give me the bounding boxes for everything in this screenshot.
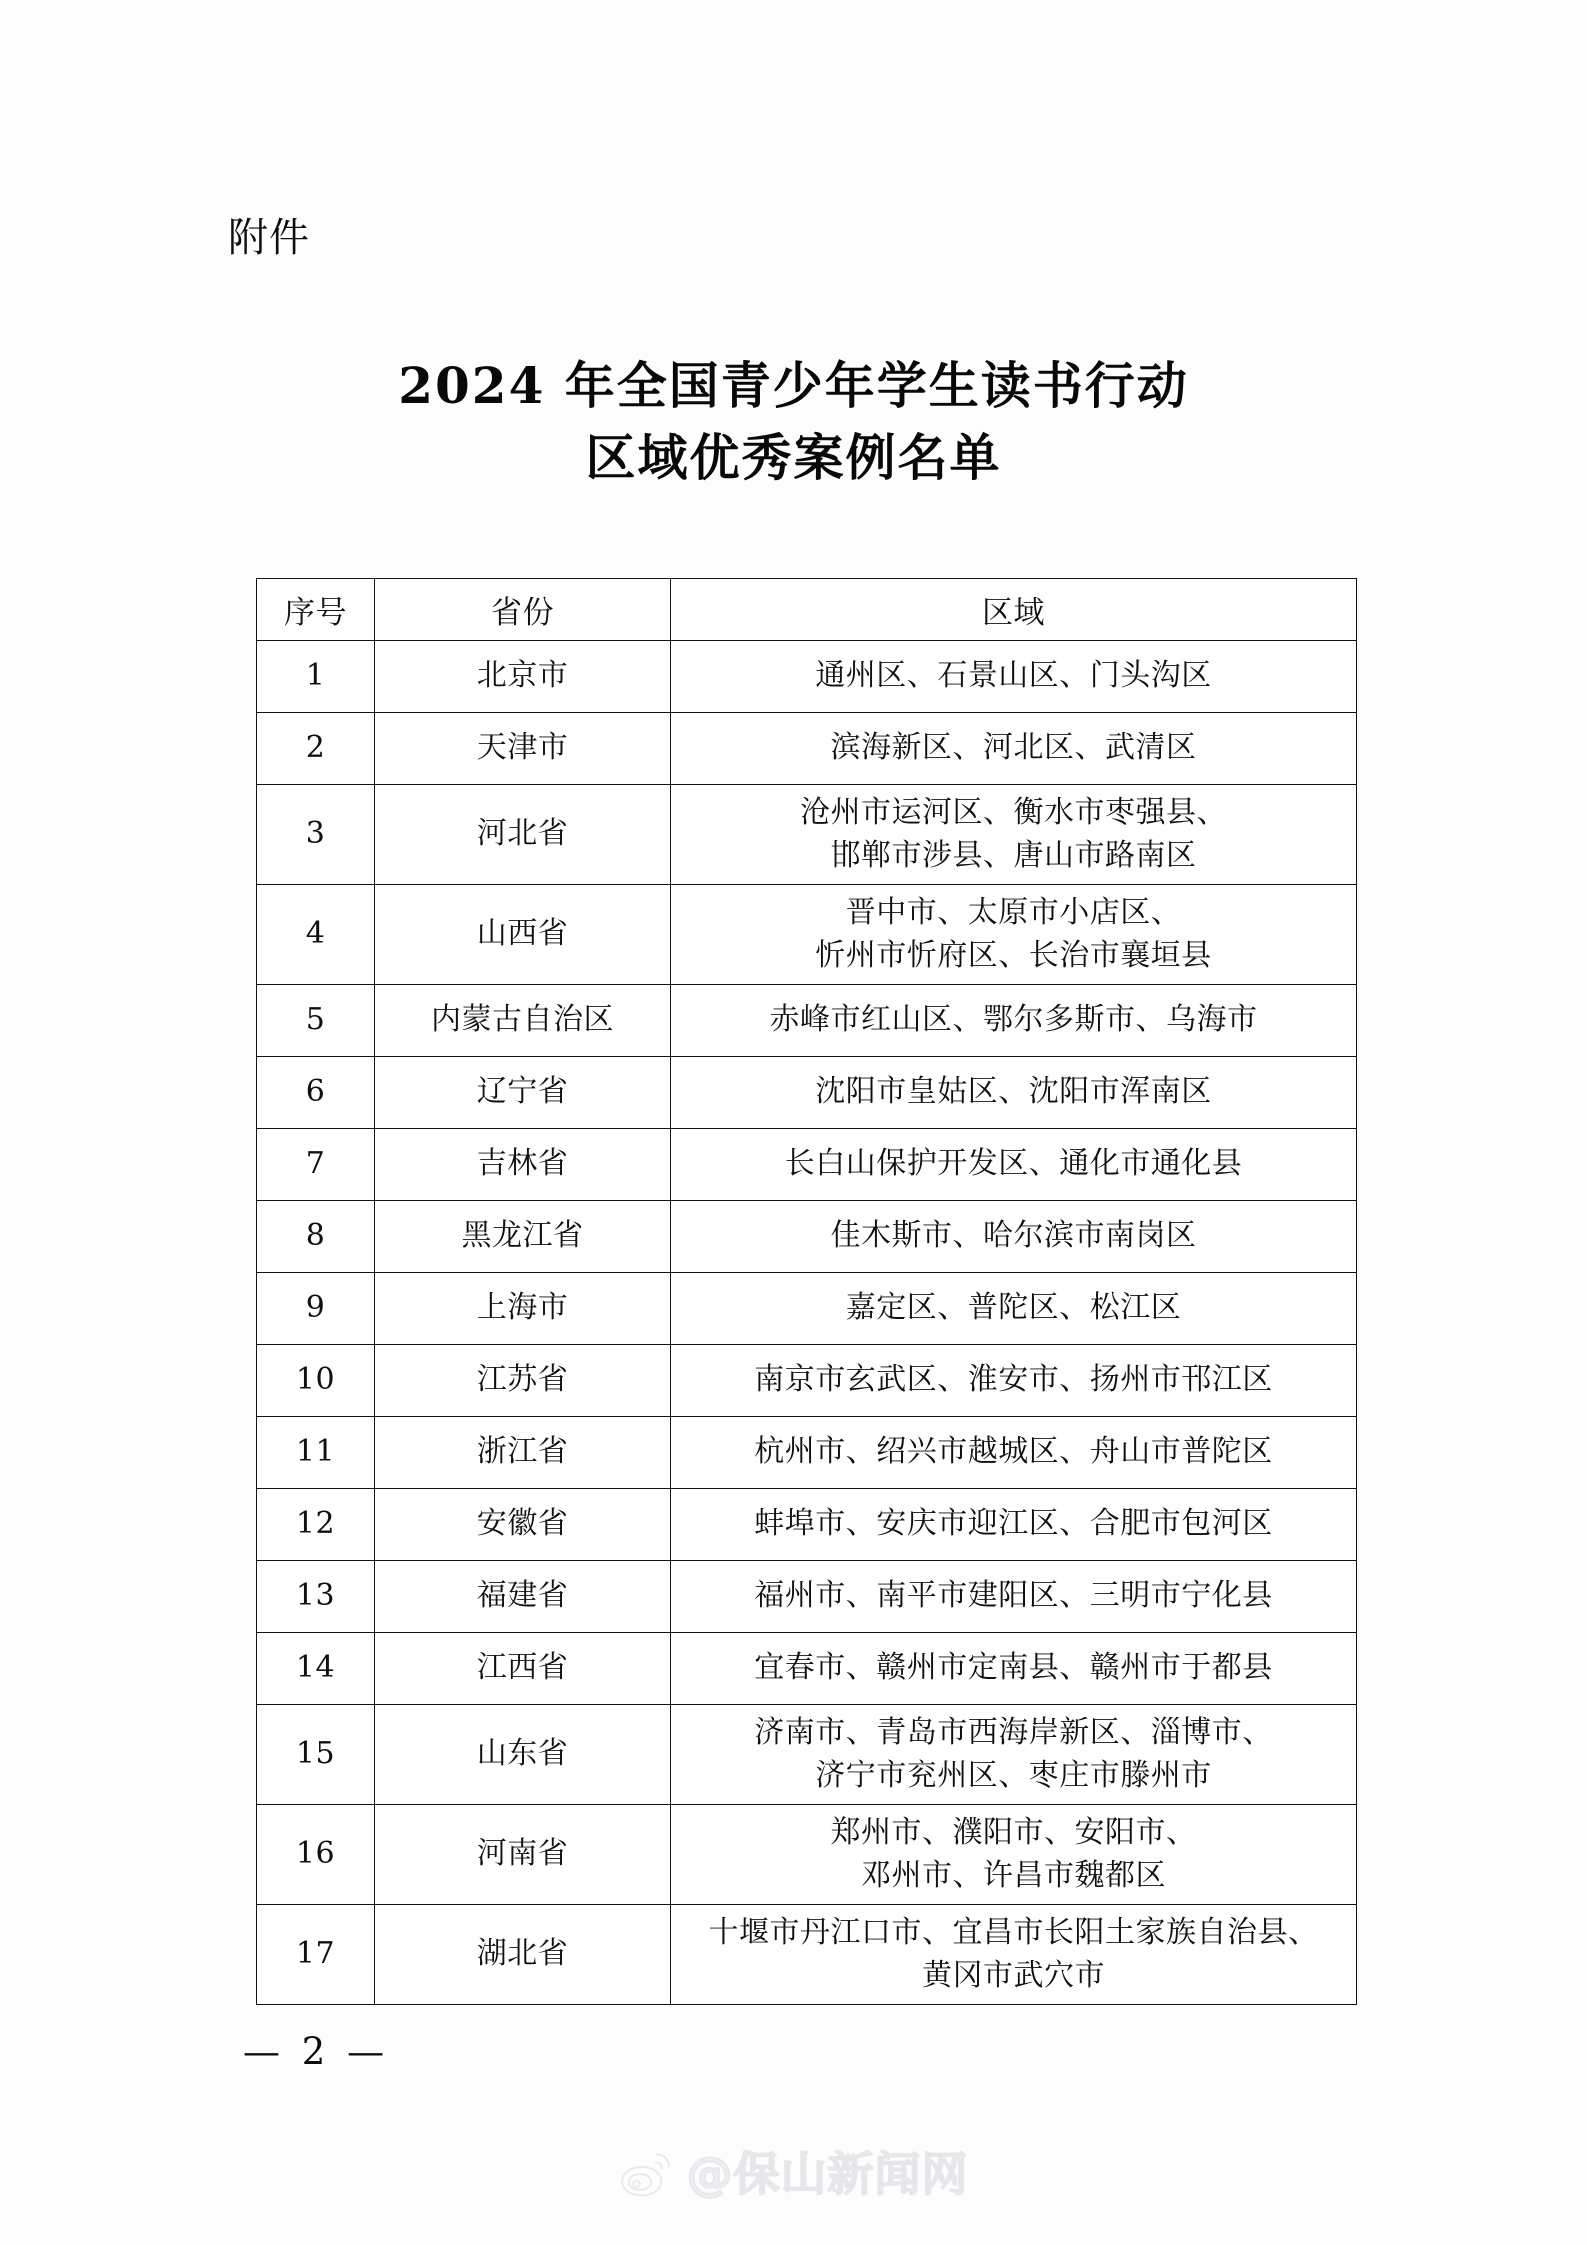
region-line: 杭州市、绍兴市越城区、舟山市普陀区 bbox=[754, 1434, 1273, 1470]
cell-region bbox=[671, 1201, 1357, 1273]
cell-index: 13 bbox=[257, 1561, 375, 1633]
cell-index: 16 bbox=[257, 1805, 375, 1905]
table-header bbox=[257, 579, 1357, 641]
cell-province: 内蒙古自治区 bbox=[375, 985, 671, 1057]
cell-region bbox=[671, 1561, 1357, 1633]
cell-region bbox=[671, 1905, 1357, 2005]
cell-region bbox=[671, 885, 1357, 985]
cell-province: 江苏省 bbox=[375, 1345, 671, 1417]
table-row bbox=[257, 1417, 1357, 1489]
region-line: 沧州市运河区、衡水市枣强县、 bbox=[800, 794, 1227, 830]
page-title bbox=[0, 352, 1587, 492]
cell-province: 黑龙江省 bbox=[375, 1201, 671, 1273]
region-line: 滨海新区、河北区、武清区 bbox=[830, 730, 1197, 766]
cell-index: 3 bbox=[257, 785, 375, 885]
table-body bbox=[257, 641, 1357, 2005]
region-line: 沈阳市皇姑区、沈阳市浑南区 bbox=[815, 1074, 1212, 1110]
table-row bbox=[257, 1057, 1357, 1129]
cell-province: 浙江省 bbox=[375, 1417, 671, 1489]
cell-region bbox=[671, 1273, 1357, 1345]
cell-province: 上海市 bbox=[375, 1273, 671, 1345]
cell-province: 山东省 bbox=[375, 1705, 671, 1805]
table-row bbox=[257, 1273, 1357, 1345]
cell-province: 湖北省 bbox=[375, 1905, 671, 2005]
table-row bbox=[257, 1345, 1357, 1417]
cell-index: 8 bbox=[257, 1201, 375, 1273]
cell-index: 6 bbox=[257, 1057, 375, 1129]
region-line: 嘉定区、普陀区、松江区 bbox=[845, 1290, 1182, 1326]
column-header-region: 区域 bbox=[671, 579, 1357, 641]
case-list-table-container bbox=[256, 578, 1356, 2005]
table-row bbox=[257, 713, 1357, 785]
cell-index: 9 bbox=[257, 1273, 375, 1345]
cell-region bbox=[671, 1489, 1357, 1561]
cell-region bbox=[671, 641, 1357, 713]
column-header-province: 省份 bbox=[375, 579, 671, 641]
cell-index: 2 bbox=[257, 713, 375, 785]
region-line: 邓州市、许昌市魏都区 bbox=[861, 1857, 1166, 1893]
cell-province: 福建省 bbox=[375, 1561, 671, 1633]
cell-index: 5 bbox=[257, 985, 375, 1057]
table-row bbox=[257, 985, 1357, 1057]
weibo-icon bbox=[619, 2149, 677, 2199]
region-line: 黄冈市武穴市 bbox=[922, 1957, 1105, 1993]
watermark-handle: @保山新闻网 bbox=[686, 2147, 969, 2201]
watermark bbox=[0, 2149, 1587, 2199]
cell-province: 吉林省 bbox=[375, 1129, 671, 1201]
region-line: 十堰市丹江口市、宜昌市长阳土家族自治县、 bbox=[708, 1914, 1319, 1950]
region-line: 南京市玄武区、淮安市、扬州市邗江区 bbox=[754, 1362, 1273, 1398]
table-row bbox=[257, 641, 1357, 713]
table-row bbox=[257, 785, 1357, 885]
region-line: 长白山保护开发区、通化市通化县 bbox=[784, 1146, 1243, 1182]
cell-province: 江西省 bbox=[375, 1633, 671, 1705]
table-row bbox=[257, 1805, 1357, 1905]
table-row bbox=[257, 885, 1357, 985]
table-row bbox=[257, 1201, 1357, 1273]
page-title-line-2: 区域优秀案例名单 bbox=[585, 428, 1002, 487]
cell-province: 山西省 bbox=[375, 885, 671, 985]
region-line: 通州区、石景山区、门头沟区 bbox=[815, 658, 1212, 694]
cell-province: 北京市 bbox=[375, 641, 671, 713]
cell-province: 辽宁省 bbox=[375, 1057, 671, 1129]
cell-region bbox=[671, 785, 1357, 885]
table-row bbox=[257, 1129, 1357, 1201]
cell-region bbox=[671, 1705, 1357, 1805]
page-title-line-1: 2024 年全国青少年学生读书行动 bbox=[398, 356, 1189, 415]
table-row bbox=[257, 1633, 1357, 1705]
cell-region bbox=[671, 1805, 1357, 1905]
region-line: 佳木斯市、哈尔滨市南岗区 bbox=[830, 1218, 1197, 1254]
table-row bbox=[257, 1489, 1357, 1561]
cell-index: 12 bbox=[257, 1489, 375, 1561]
attachment-label: 附件 bbox=[228, 215, 310, 261]
region-line: 福州市、南平市建阳区、三明市宁化县 bbox=[754, 1578, 1273, 1614]
region-line: 蚌埠市、安庆市迎江区、合肥市包河区 bbox=[754, 1506, 1273, 1542]
cell-region bbox=[671, 1633, 1357, 1705]
cell-index: 17 bbox=[257, 1905, 375, 2005]
table-row bbox=[257, 1561, 1357, 1633]
region-line: 赤峰市红山区、鄂尔多斯市、乌海市 bbox=[769, 1002, 1258, 1038]
region-line: 济宁市兖州区、枣庄市滕州市 bbox=[815, 1757, 1212, 1793]
cell-province: 河南省 bbox=[375, 1805, 671, 1905]
cell-index: 1 bbox=[257, 641, 375, 713]
cell-region bbox=[671, 1417, 1357, 1489]
table-header-row bbox=[257, 579, 1357, 641]
cell-region bbox=[671, 1129, 1357, 1201]
region-line: 忻州市忻府区、长治市襄垣县 bbox=[815, 937, 1212, 973]
cell-province: 天津市 bbox=[375, 713, 671, 785]
cell-index: 14 bbox=[257, 1633, 375, 1705]
region-line: 济南市、青岛市西海岸新区、淄博市、 bbox=[754, 1714, 1273, 1750]
cell-index: 10 bbox=[257, 1345, 375, 1417]
table-row bbox=[257, 1705, 1357, 1805]
region-line: 邯郸市涉县、唐山市路南区 bbox=[830, 837, 1197, 873]
region-line: 晋中市、太原市小店区、 bbox=[845, 894, 1182, 930]
region-line: 郑州市、濮阳市、安阳市、 bbox=[830, 1814, 1197, 1850]
case-list-table bbox=[256, 578, 1357, 2005]
cell-province: 安徽省 bbox=[375, 1489, 671, 1561]
cell-region bbox=[671, 713, 1357, 785]
cell-index: 15 bbox=[257, 1705, 375, 1805]
cell-region bbox=[671, 985, 1357, 1057]
cell-index: 11 bbox=[257, 1417, 375, 1489]
cell-region bbox=[671, 1345, 1357, 1417]
column-header-index: 序号 bbox=[257, 579, 375, 641]
cell-index: 7 bbox=[257, 1129, 375, 1201]
page-number: — 2 — bbox=[243, 2030, 390, 2073]
cell-region bbox=[671, 1057, 1357, 1129]
table-row bbox=[257, 1905, 1357, 2005]
region-line: 宜春市、赣州市定南县、赣州市于都县 bbox=[754, 1650, 1273, 1686]
cell-index: 4 bbox=[257, 885, 375, 985]
cell-province: 河北省 bbox=[375, 785, 671, 885]
